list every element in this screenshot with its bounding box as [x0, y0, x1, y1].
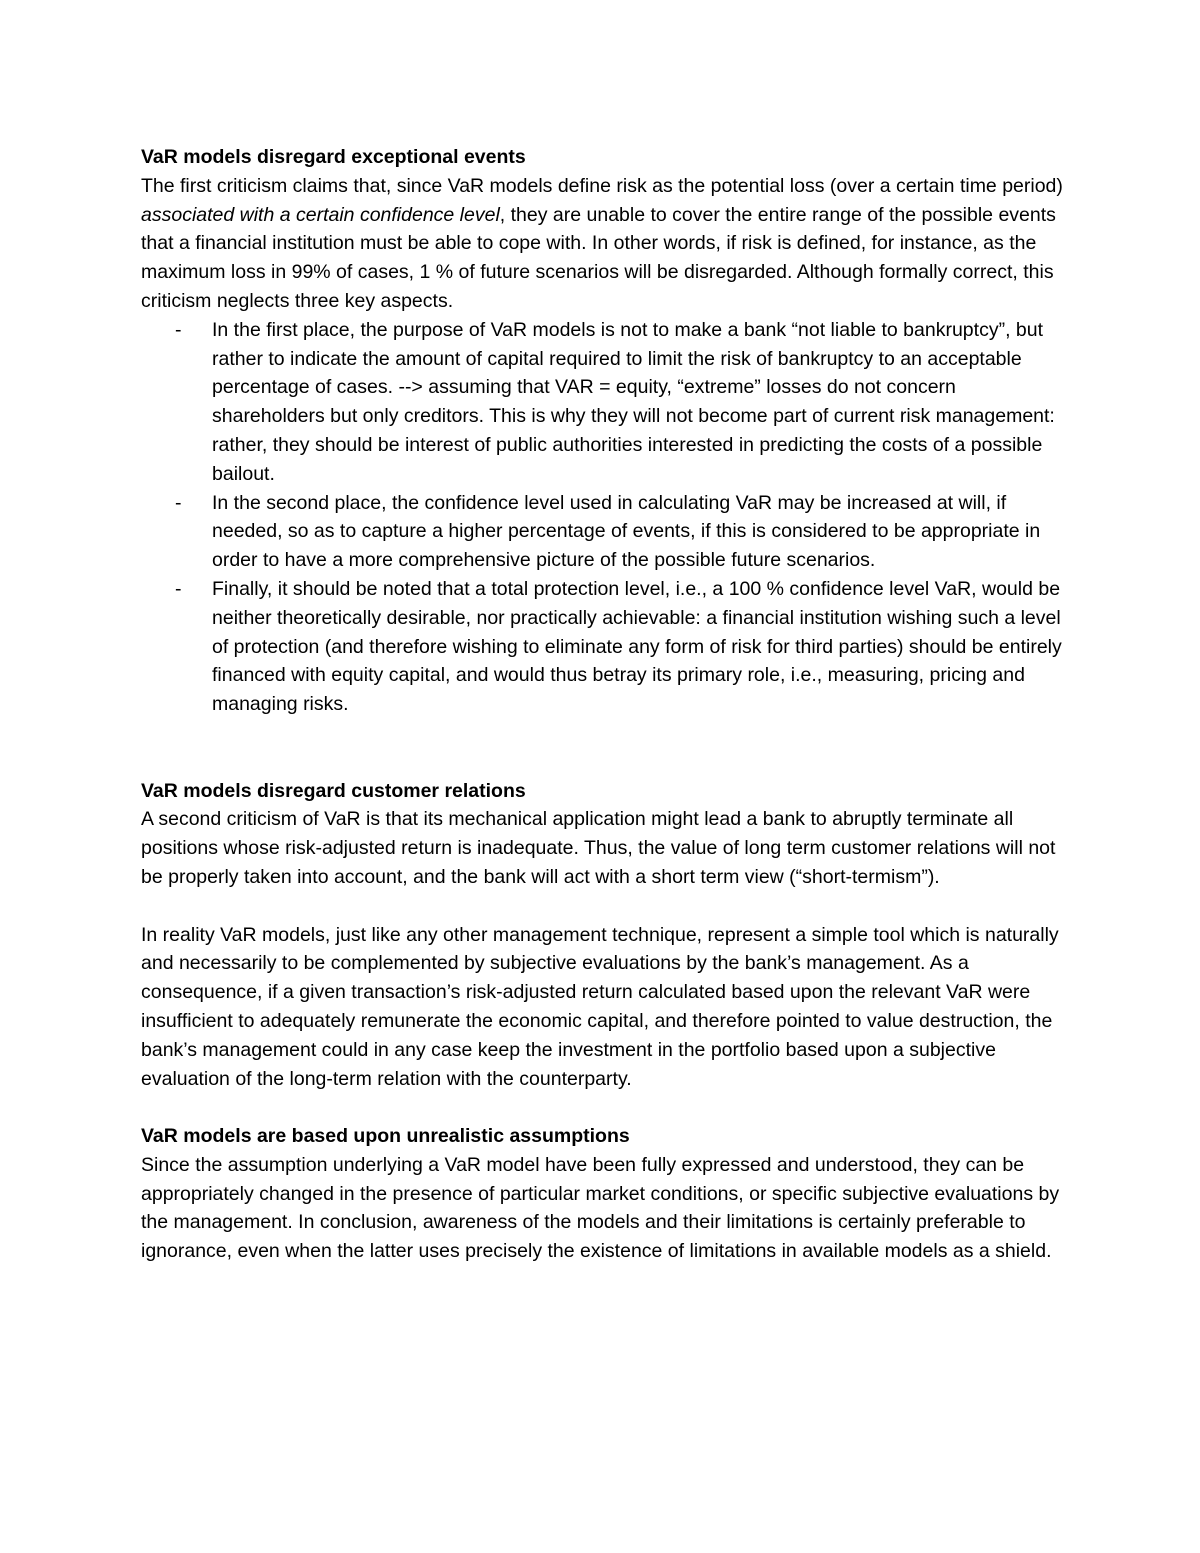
section-heading: VaR models disregard exceptional events [141, 146, 526, 168]
section-unrealistic-assumptions [141, 1122, 1071, 1266]
bullet-item [141, 575, 1071, 719]
bullet-dash: - [175, 318, 182, 341]
section-intro-paragraph [141, 172, 1071, 316]
spacer [141, 719, 1071, 777]
bullet-dash: - [175, 491, 182, 514]
paragraph: A second criticism of VaR is that its mechanical application might lead a bank to abruptly terminate all positions whose risk-adjusted return is inadequate. Thus, the value of long term customer relations will not be properly taken into account, and the bank will act with a short term view (“short-termism”). [141, 808, 1056, 888]
bullet-text: In the first place, the purpose of VaR models is not to make a bank “not liable to bankruptcy”, but rather to indicate the amount of capital required to limit the risk of bankruptcy to an acceptable percentage of cases. --> assuming that VAR = equity, “extreme” losses do not concern shareholders but only creditors. This is why they will not become part of current risk management: rather, they should be interest of public authorities interested in predicting the costs of a possible bailout. [212, 318, 1055, 485]
document-page [141, 143, 1071, 1266]
criticism-bullet-list [141, 316, 1071, 719]
section-customer-relations [141, 777, 1071, 1094]
paragraph: In reality VaR models, just like any other management technique, represent a simple tool which is naturally and necessarily to be complemented by subjective evaluations by the bank’s management. As a consequence, if a given transaction’s risk-adjusted return calculated based upon the relevant VaR were insufficient to adequately remunerate the economic capital, and therefore pointed to value destruction, the bank’s management could in any case keep the investment in the portfolio based upon a subjective evaluation of the long-term relation with the counterparty. [141, 923, 1059, 1090]
intro-text-end: , they are unable to cover the entire range of the possible events that a financial institution must be able to cope with. In other words, if risk is defined, for instance, as the maximum loss in 99% of cases, 1 % of future scenarios will be disregarded. Although formally correct, this criticism neglects three key aspects. [141, 203, 1056, 312]
section-heading: VaR models are based upon unrealistic assumptions [141, 1125, 630, 1148]
bullet-item [141, 489, 1071, 575]
bullet-item [141, 316, 1071, 489]
section-exceptional-events [141, 143, 1071, 719]
bullet-text: Finally, it should be noted that a total protection level, i.e., a 100 % confidence level VaR, would be neither theoretically desirable, nor practically achievable: a financial institution wishing such a level of protection (and therefore wishing to eliminate any form of risk for third parties) should be entirely financed with equity capital, and would thus betray its primary role, i.e., measuring, pricing and managing risks. [212, 577, 1062, 716]
spacer [141, 1093, 1071, 1122]
section-heading: VaR models disregard customer relations [141, 779, 526, 802]
spacer [141, 892, 1071, 921]
bullet-text: In the second place, the confidence level used in calculating VaR may be increased at will, if needed, so as to capture a higher percentage of events, if this is considered to be appropriate in order to have a more comprehensive picture of the possible future scenarios. [212, 491, 1041, 572]
intro-text-start: The first criticism claims that, since VaR models define risk as the potential loss (over a certain time period) [141, 174, 1063, 197]
paragraph: Since the assumption underlying a VaR model have been fully expressed and understood, they can be appropriately changed in the presence of particular market conditions, or specific subjective evaluations by the management. In conclusion, awareness of the models and their limitations is certainly preferable to ignorance, even when the latter uses precisely the existence of limitations in available models as a shield. [141, 1153, 1060, 1263]
intro-text-italic: associated with a certain confidence level [141, 203, 500, 226]
bullet-dash: - [175, 577, 182, 600]
